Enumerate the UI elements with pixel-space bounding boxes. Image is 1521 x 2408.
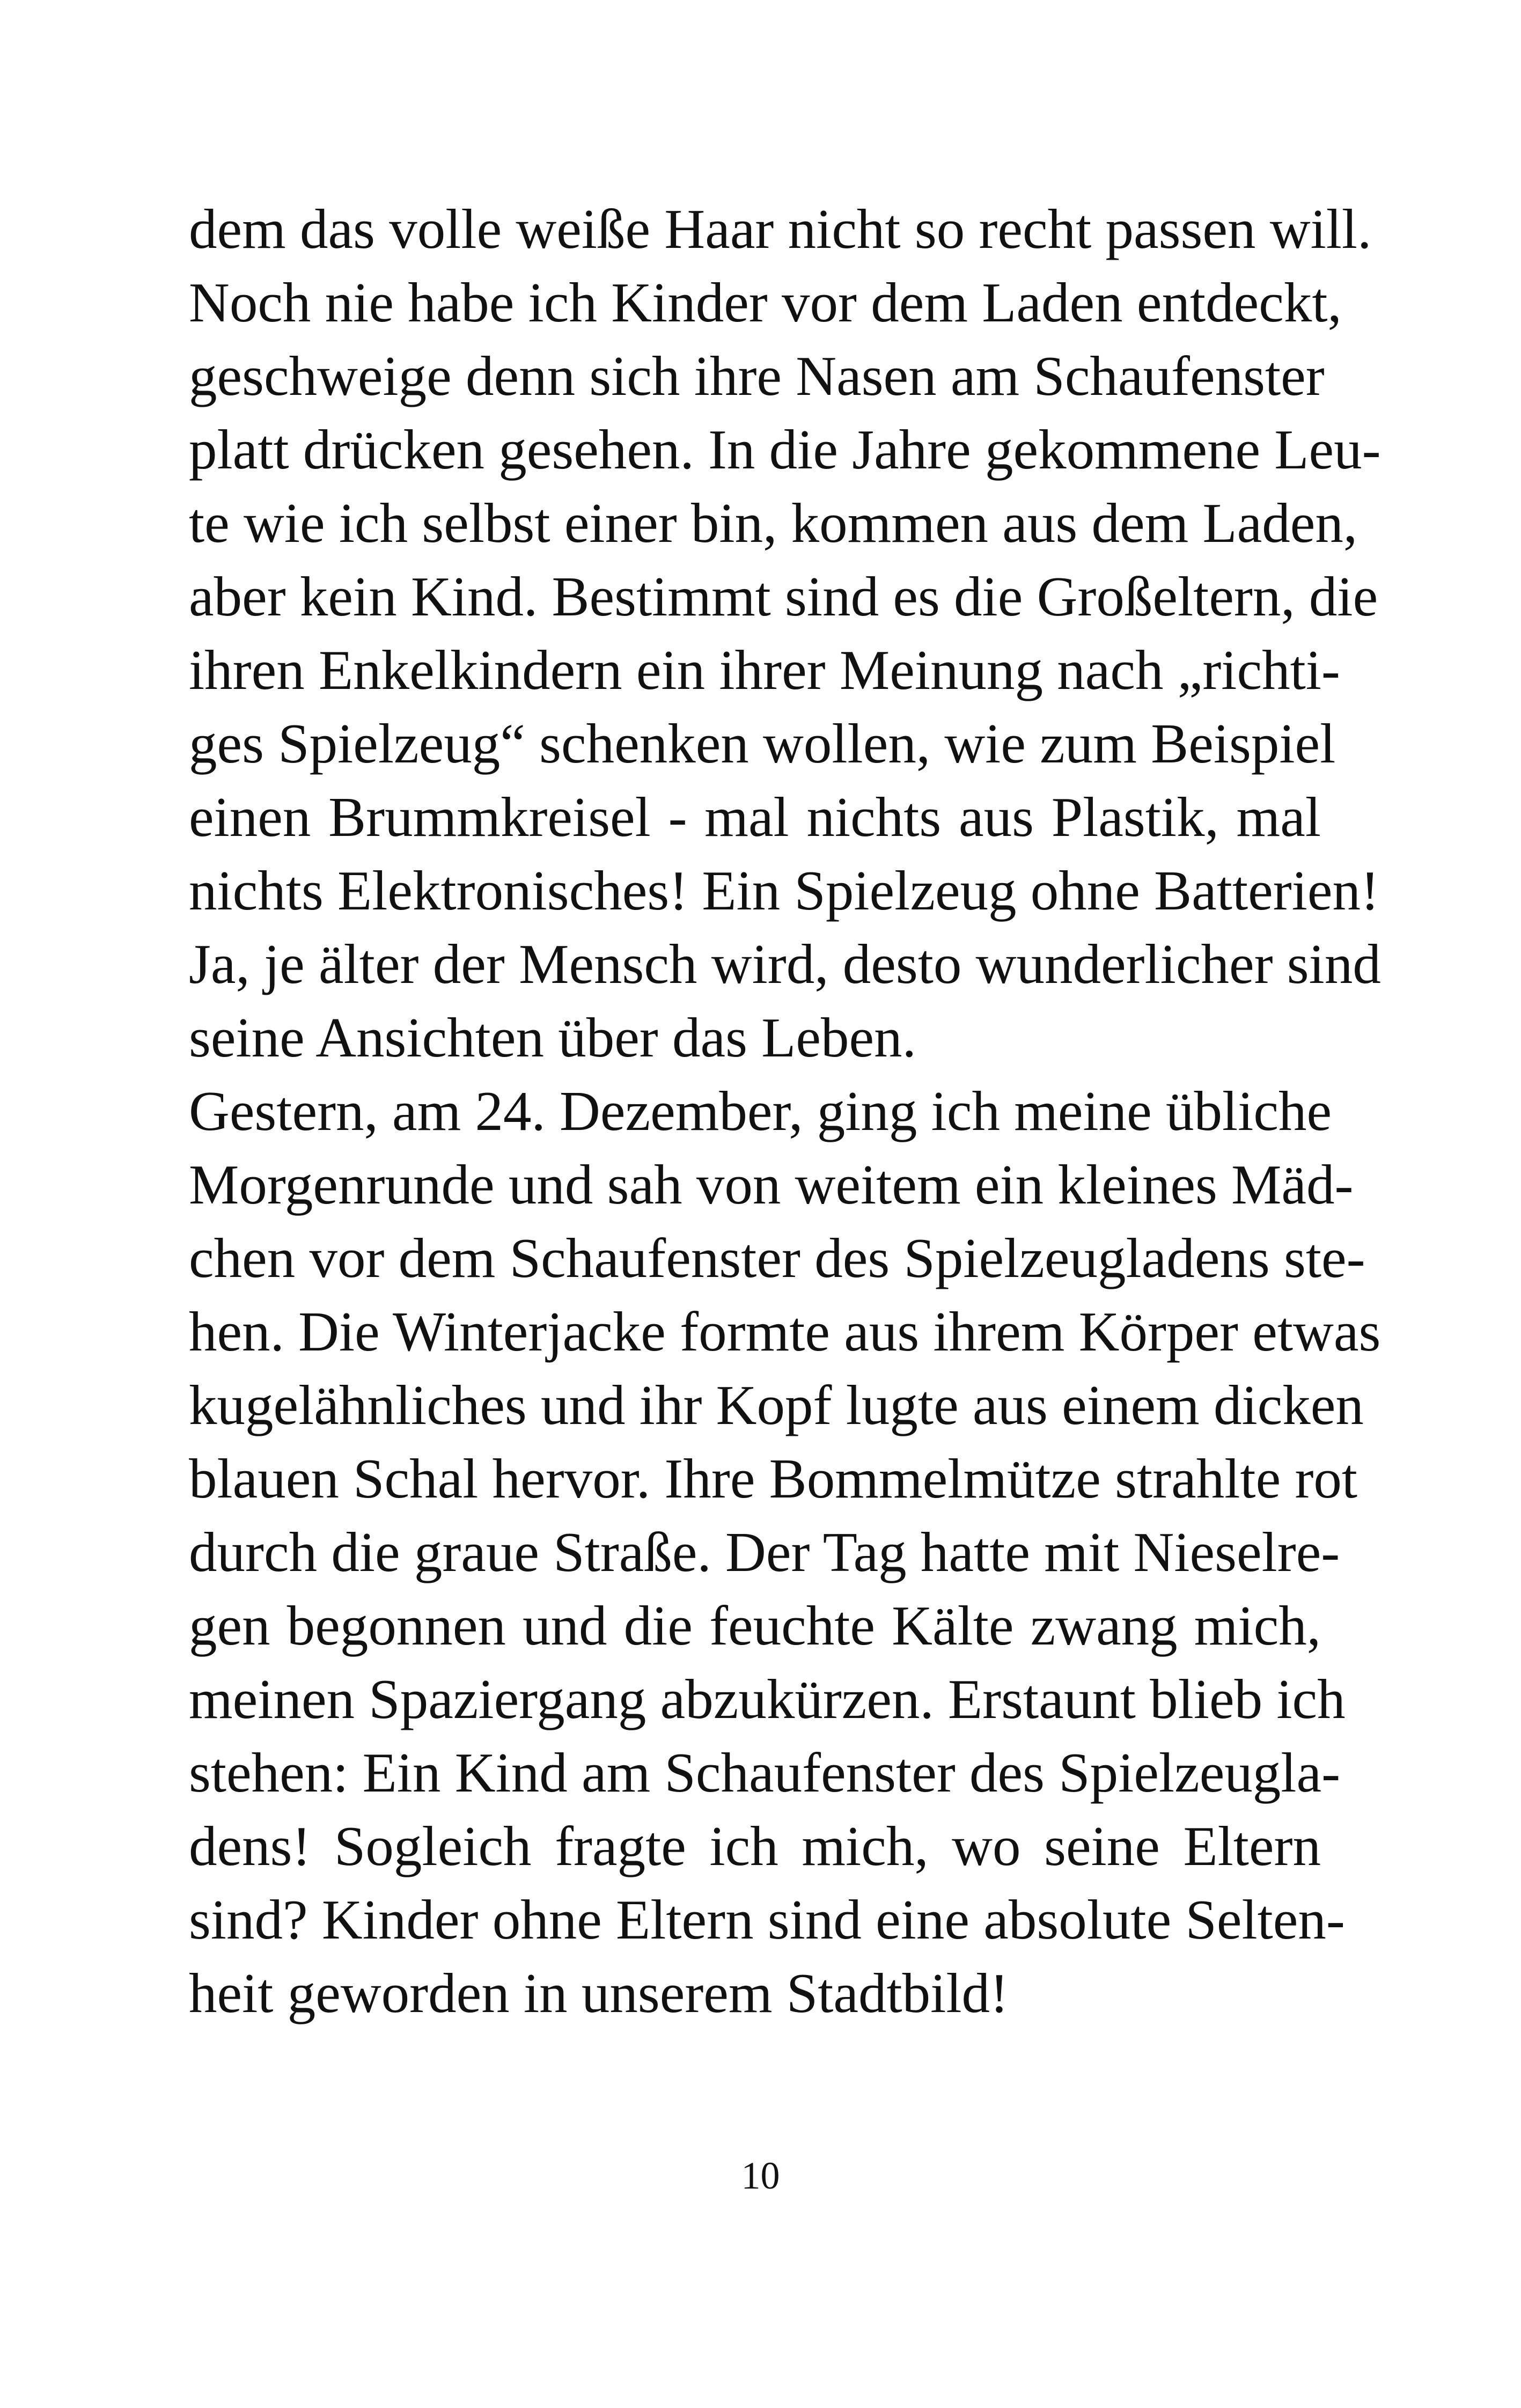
text-line: Morgenrunde und sah von weitem ein kleines Mäd-	[189, 1153, 1354, 1216]
text-line: einen Brummkreisel - mal nichts aus Plastik, mal	[189, 785, 1321, 848]
text-line: Gestern, am 24. Dezember, ging ich meine übliche	[189, 1080, 1332, 1142]
text-line: meinen Spaziergang abzukürzen. Erstaunt blieb ich	[189, 1668, 1346, 1730]
text-line: chen vor dem Schaufenster des Spielzeugladens ste-	[189, 1227, 1365, 1289]
text-line: Ja, je älter der Mensch wird, desto wunderlicher sind	[189, 933, 1381, 995]
text-line: Noch nie habe ich Kinder vor dem Laden entdeckt,	[189, 271, 1342, 334]
text-line: kugelähnliches und ihr Kopf lugte aus einem dicken	[189, 1374, 1364, 1436]
text-line: blauen Schal hervor. Ihre Bommelmütze strahlte rot	[189, 1447, 1358, 1510]
text-line: dem das volle weiße Haar nicht so recht passen will.	[189, 197, 1372, 260]
text-line: ges Spielzeug“ schenken wollen, wie zum Beispiel	[189, 712, 1336, 775]
page-number: 10	[741, 2154, 780, 2197]
text-line: aber kein Kind. Bestimmt sind es die Großeltern, die	[189, 565, 1378, 628]
text-line: nichts Elektronisches! Ein Spielzeug ohne Batterien!	[189, 859, 1379, 922]
text-line: stehen: Ein Kind am Schaufenster des Spielzeugla-	[189, 1741, 1341, 1804]
paragraph-1	[189, 192, 1381, 1074]
body-text	[189, 192, 1381, 2030]
text-line: geschweige denn sich ihre Nasen am Schaufenster	[189, 344, 1325, 407]
text-line: gen begonnen und die feuchte Kälte zwang mich,	[189, 1594, 1321, 1657]
text-line: dens! Sogleich fragte ich mich, wo seine Eltern	[189, 1815, 1321, 1877]
text-line: seine Ansichten über das Leben.	[189, 1006, 916, 1069]
text-line: hen. Die Winterjacke formte aus ihrem Körper etwas	[189, 1300, 1381, 1363]
text-line: ihren Enkelkindern ein ihrer Meinung nach „richti-	[189, 638, 1340, 701]
text-line: platt drücken gesehen. In die Jahre gekommene Leu-	[189, 418, 1381, 481]
text-line: te wie ich selbst einer bin, kommen aus dem Laden,	[189, 491, 1358, 554]
text-line: sind? Kinder ohne Eltern sind eine absolute Selten-	[189, 1888, 1345, 1951]
paragraph-2	[189, 1074, 1381, 2030]
text-line: durch die graue Straße. Der Tag hatte mit Nieselre-	[189, 1521, 1340, 1583]
text-line: heit geworden in unserem Stadtbild!	[189, 1962, 1009, 2024]
